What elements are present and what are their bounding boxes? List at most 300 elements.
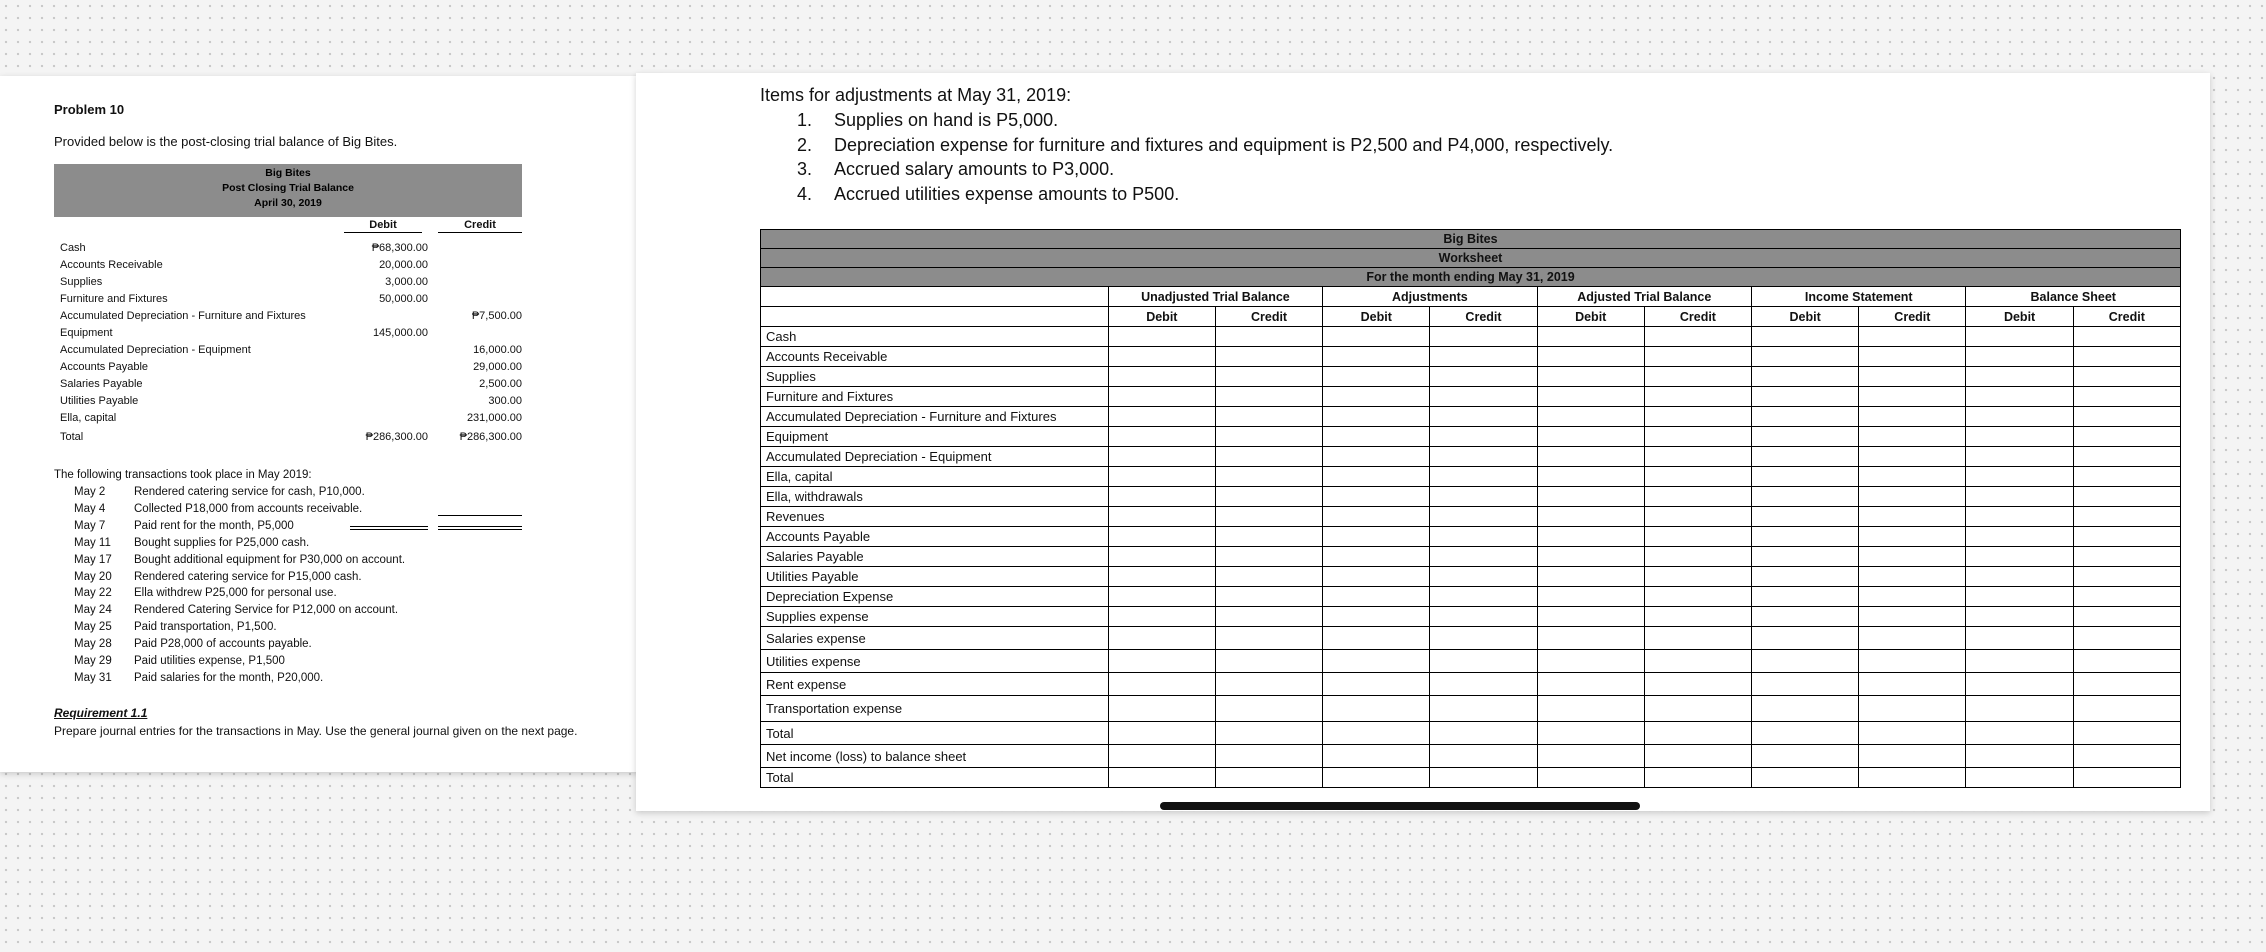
amount-cell[interactable] [1215, 587, 1322, 607]
amount-cell[interactable] [1859, 627, 1966, 650]
amount-cell[interactable] [1215, 722, 1322, 745]
worksheet-row [761, 627, 2181, 650]
amount-cell[interactable] [2073, 722, 2180, 745]
worksheet-table [760, 229, 2181, 788]
amount-cell[interactable] [1108, 367, 1215, 387]
debit-header: Debit [1752, 307, 1859, 327]
amount-cell[interactable] [1644, 367, 1751, 387]
amount-cell[interactable] [1859, 587, 1966, 607]
amount-cell[interactable] [1859, 447, 1966, 467]
transaction-date: May 28 [74, 638, 112, 651]
amount-cell[interactable] [1108, 745, 1215, 768]
amount-cell[interactable] [1430, 696, 1537, 722]
amount-cell[interactable] [1108, 547, 1215, 567]
amount-cell[interactable] [1859, 427, 1966, 447]
amount-cell[interactable] [1215, 627, 1322, 650]
amount-cell[interactable] [1323, 467, 1430, 487]
amount-cell[interactable] [1537, 587, 1644, 607]
amount-cell[interactable] [1859, 745, 1966, 768]
amount-cell[interactable] [1430, 527, 1537, 547]
amount-cell[interactable] [1215, 487, 1322, 507]
amount-cell[interactable] [1323, 507, 1430, 527]
amount-cell[interactable] [1323, 367, 1430, 387]
amount-cell[interactable] [1644, 745, 1751, 768]
amount-cell[interactable] [1752, 696, 1859, 722]
amount-cell[interactable] [1752, 768, 1859, 788]
transaction-date: May 31 [74, 671, 112, 684]
transaction-item [74, 520, 294, 532]
amount-cell[interactable] [2073, 547, 2180, 567]
amount-cell[interactable] [1644, 607, 1751, 627]
amount-cell[interactable] [1430, 347, 1537, 367]
tb-account: Accumulated Depreciation - Furniture and Fixtures [60, 310, 306, 322]
amount-cell[interactable] [1430, 387, 1537, 407]
worksheet-row [761, 407, 2181, 427]
amount-cell[interactable] [1215, 567, 1322, 587]
amount-cell[interactable] [1430, 327, 1537, 347]
amount-cell[interactable] [1430, 547, 1537, 567]
amount-cell[interactable] [1859, 367, 1966, 387]
amount-cell[interactable] [1644, 347, 1751, 367]
amount-cell[interactable] [1323, 745, 1430, 768]
transaction-text: Ella withdrew P25,000 for personal use. [134, 587, 337, 600]
amount-cell[interactable] [2073, 567, 2180, 587]
amount-cell[interactable] [1215, 507, 1322, 527]
tb-date: April 30, 2019 [254, 197, 322, 209]
amount-cell[interactable] [1966, 567, 2073, 587]
amount-cell[interactable] [2073, 607, 2180, 627]
amount-cell[interactable] [1215, 347, 1322, 367]
transaction-item [74, 503, 362, 515]
amount-cell[interactable] [1323, 627, 1430, 650]
amount-cell[interactable] [1859, 547, 1966, 567]
amount-cell[interactable] [1215, 745, 1322, 768]
amount-cell[interactable] [1966, 387, 2073, 407]
amount-cell[interactable] [2073, 650, 2180, 673]
transaction-text: Paid salaries for the month, P20,000. [134, 671, 324, 684]
transaction-text: Rendered catering service for P15,000 cash. [134, 570, 362, 583]
amount-cell[interactable] [1430, 607, 1537, 627]
amount-cell[interactable] [1430, 673, 1537, 696]
amount-cell[interactable] [1323, 487, 1430, 507]
account-name-cell: Accounts Payable [761, 527, 1109, 547]
amount-cell[interactable] [1644, 722, 1751, 745]
amount-cell[interactable] [1215, 768, 1322, 788]
tb-debit: 145,000.00 [372, 327, 428, 339]
amount-cell[interactable] [1752, 673, 1859, 696]
amount-cell[interactable] [1752, 650, 1859, 673]
left-document-page [0, 76, 668, 772]
amount-cell[interactable] [1859, 673, 1966, 696]
amount-cell[interactable] [1108, 487, 1215, 507]
amount-cell[interactable] [1323, 527, 1430, 547]
amount-cell[interactable] [1430, 768, 1537, 788]
amount-cell[interactable] [1752, 327, 1859, 347]
amount-cell[interactable] [1215, 387, 1322, 407]
amount-cell[interactable] [2073, 673, 2180, 696]
tb-row [60, 276, 522, 293]
transaction-item [74, 486, 365, 498]
amount-cell[interactable] [1752, 367, 1859, 387]
amount-cell[interactable] [1323, 768, 1430, 788]
credit-header: Credit [1859, 307, 1966, 327]
amount-cell[interactable] [1859, 487, 1966, 507]
credit-underline [438, 515, 522, 516]
amount-cell[interactable] [1966, 722, 2073, 745]
amount-cell[interactable] [1644, 768, 1751, 788]
worksheet-row [761, 327, 2181, 347]
amount-cell[interactable] [1752, 507, 1859, 527]
transaction-item [74, 621, 277, 633]
amount-cell[interactable] [1966, 327, 2073, 347]
amount-cell[interactable] [1323, 547, 1430, 567]
amount-cell[interactable] [1644, 447, 1751, 467]
amount-cell[interactable] [1215, 427, 1322, 447]
amount-cell[interactable] [1108, 407, 1215, 427]
account-name-cell: Ella, capital [761, 467, 1109, 487]
amount-cell[interactable] [2073, 467, 2180, 487]
amount-cell[interactable] [1966, 547, 2073, 567]
amount-cell[interactable] [1966, 607, 2073, 627]
amount-cell[interactable] [2073, 587, 2180, 607]
amount-cell[interactable] [1752, 347, 1859, 367]
transaction-item [74, 638, 312, 650]
worksheet-row [761, 507, 2181, 527]
tb-account: Furniture and Fixtures [60, 293, 168, 305]
amount-cell[interactable] [1215, 407, 1322, 427]
amount-cell[interactable] [1430, 627, 1537, 650]
amount-cell[interactable] [1430, 587, 1537, 607]
horizontal-scrollbar[interactable] [1160, 802, 1640, 810]
requirement-text: Prepare journal entries for the transactions in May. Use the general journal given on the next page. [54, 724, 578, 738]
amount-cell[interactable] [1644, 650, 1751, 673]
amount-cell[interactable] [1537, 527, 1644, 547]
amount-cell[interactable] [1537, 768, 1644, 788]
amount-cell[interactable] [1752, 467, 1859, 487]
amount-cell[interactable] [1430, 447, 1537, 467]
amount-cell[interactable] [1215, 696, 1322, 722]
account-name-cell: Furniture and Fixtures [761, 387, 1109, 407]
amount-cell[interactable] [1215, 547, 1322, 567]
amount-cell[interactable] [1966, 407, 2073, 427]
amount-cell[interactable] [1215, 447, 1322, 467]
account-name-cell: Equipment [761, 427, 1109, 447]
amount-cell[interactable] [1752, 547, 1859, 567]
worksheet-row [761, 527, 2181, 547]
tb-title: Post Closing Trial Balance [222, 182, 354, 194]
amount-cell[interactable] [1108, 768, 1215, 788]
amount-cell[interactable] [1752, 607, 1859, 627]
amount-cell[interactable] [1537, 407, 1644, 427]
tb-account: Equipment [60, 327, 113, 339]
amount-cell[interactable] [1644, 696, 1751, 722]
amount-cell[interactable] [1752, 745, 1859, 768]
amount-cell[interactable] [1966, 367, 2073, 387]
tb-account: Supplies [60, 276, 103, 288]
amount-cell[interactable] [2073, 527, 2180, 547]
tb-credit: 231,000.00 [466, 412, 522, 424]
amount-cell[interactable] [1215, 650, 1322, 673]
adjustment-text: Depreciation expense for furniture and fixtures and equipment is P2,500 and P4,000, respectively. [834, 134, 1614, 155]
amount-cell[interactable] [1323, 650, 1430, 673]
amount-cell[interactable] [1537, 347, 1644, 367]
amount-cell[interactable] [1859, 567, 1966, 587]
amount-cell[interactable] [1323, 387, 1430, 407]
amount-cell[interactable] [1108, 627, 1215, 650]
worksheet-row [761, 487, 2181, 507]
amount-cell[interactable] [1752, 722, 1859, 745]
amount-cell[interactable] [1537, 487, 1644, 507]
amount-cell[interactable] [1537, 327, 1644, 347]
transaction-text: Paid utilities expense, P1,500 [134, 655, 285, 667]
amount-cell[interactable] [1215, 527, 1322, 547]
amount-cell[interactable] [1644, 547, 1751, 567]
amount-cell[interactable] [1752, 627, 1859, 650]
amount-cell[interactable] [1752, 447, 1859, 467]
amount-cell[interactable] [1537, 722, 1644, 745]
amount-cell[interactable] [2073, 387, 2180, 407]
tb-debit: ₱286,300.00 [365, 431, 428, 443]
trial-balance-header [54, 164, 522, 217]
worksheet-row [761, 367, 2181, 387]
account-name-cell: Total [761, 768, 1109, 788]
amount-cell[interactable] [1323, 673, 1430, 696]
amount-cell[interactable] [1108, 447, 1215, 467]
amount-cell[interactable] [1537, 427, 1644, 447]
amount-cell[interactable] [1323, 587, 1430, 607]
amount-cell[interactable] [1752, 527, 1859, 547]
amount-cell[interactable] [1859, 722, 1966, 745]
amount-cell[interactable] [1430, 745, 1537, 768]
amount-cell[interactable] [2073, 487, 2180, 507]
tb-company: Big Bites [265, 167, 311, 179]
amount-cell[interactable] [1215, 467, 1322, 487]
amount-cell[interactable] [1108, 507, 1215, 527]
amount-cell[interactable] [1966, 745, 2073, 768]
account-name-cell: Total [761, 722, 1109, 745]
amount-cell[interactable] [1430, 427, 1537, 447]
amount-cell[interactable] [1108, 567, 1215, 587]
amount-cell[interactable] [1644, 587, 1751, 607]
amount-cell[interactable] [2073, 447, 2180, 467]
amount-cell[interactable] [1108, 327, 1215, 347]
amount-cell[interactable] [1323, 347, 1430, 367]
amount-cell[interactable] [1644, 407, 1751, 427]
debit-header: Debit [1537, 307, 1644, 327]
amount-cell[interactable] [1966, 487, 2073, 507]
transaction-date: May 24 [74, 604, 112, 617]
amount-cell[interactable] [1966, 507, 2073, 527]
worksheet-header-cell: Big Bites [761, 230, 2181, 249]
amount-cell[interactable] [1323, 447, 1430, 467]
transaction-item [74, 655, 285, 667]
amount-cell[interactable] [1859, 527, 1966, 547]
amount-cell[interactable] [2073, 327, 2180, 347]
amount-cell[interactable] [2073, 696, 2180, 722]
amount-cell[interactable] [1966, 427, 2073, 447]
worksheet-subheader-row [761, 307, 2181, 327]
amount-cell[interactable] [1644, 427, 1751, 447]
amount-cell[interactable] [1430, 507, 1537, 527]
amount-cell[interactable] [2073, 347, 2180, 367]
amount-cell[interactable] [1108, 650, 1215, 673]
tb-account: Accumulated Depreciation - Equipment [60, 344, 251, 356]
amount-cell[interactable] [1752, 427, 1859, 447]
amount-cell[interactable] [1966, 447, 2073, 467]
amount-cell[interactable] [1859, 507, 1966, 527]
amount-cell[interactable] [1108, 427, 1215, 447]
amount-cell[interactable] [1644, 467, 1751, 487]
amount-cell[interactable] [1430, 467, 1537, 487]
amount-cell[interactable] [1752, 567, 1859, 587]
amount-cell[interactable] [1966, 527, 2073, 547]
amount-cell[interactable] [1537, 367, 1644, 387]
amount-cell[interactable] [1537, 607, 1644, 627]
amount-cell[interactable] [1108, 387, 1215, 407]
amount-cell[interactable] [1859, 387, 1966, 407]
amount-cell[interactable] [2073, 745, 2180, 768]
tb-credit: 2,500.00 [479, 378, 522, 390]
credit-header: Credit [1215, 307, 1322, 327]
amount-cell[interactable] [1644, 673, 1751, 696]
amount-cell[interactable] [2073, 367, 2180, 387]
amount-cell[interactable] [1966, 627, 2073, 650]
amount-cell[interactable] [2073, 407, 2180, 427]
amount-cell[interactable] [1859, 696, 1966, 722]
amount-cell[interactable] [1215, 367, 1322, 387]
worksheet-header-cell: For the month ending May 31, 2019 [761, 268, 2181, 287]
tb-credit: 29,000.00 [473, 361, 522, 373]
amount-cell[interactable] [1430, 407, 1537, 427]
amount-cell[interactable] [1644, 627, 1751, 650]
worksheet-row [761, 567, 2181, 587]
tb-debit: 20,000.00 [379, 259, 428, 271]
amount-cell[interactable] [1108, 673, 1215, 696]
amount-cell[interactable] [1752, 587, 1859, 607]
amount-cell[interactable] [1323, 722, 1430, 745]
amount-cell[interactable] [1966, 650, 2073, 673]
amount-cell[interactable] [1859, 768, 1966, 788]
amount-cell[interactable] [1859, 650, 1966, 673]
tb-row [60, 361, 522, 378]
amount-cell[interactable] [1108, 467, 1215, 487]
tb-account: Cash [60, 242, 86, 254]
transactions-intro: The following transactions took place in May 2019: [54, 469, 312, 481]
amount-cell[interactable] [1752, 487, 1859, 507]
amount-cell[interactable] [1215, 607, 1322, 627]
amount-cell[interactable] [1644, 387, 1751, 407]
amount-cell[interactable] [1323, 327, 1430, 347]
amount-cell[interactable] [1323, 696, 1430, 722]
amount-cell[interactable] [1323, 567, 1430, 587]
amount-cell[interactable] [1323, 427, 1430, 447]
amount-cell[interactable] [1752, 387, 1859, 407]
amount-cell[interactable] [2073, 627, 2180, 650]
transaction-date: May 25 [74, 621, 112, 634]
amount-cell[interactable] [1108, 527, 1215, 547]
debit-header: Debit [1966, 307, 2073, 327]
requirement-title: Requirement 1.1 [54, 706, 148, 720]
tb-row [60, 259, 522, 276]
amount-cell[interactable] [1859, 467, 1966, 487]
adjustment-number: 3. [797, 159, 813, 179]
amount-cell[interactable] [1644, 507, 1751, 527]
adjustment-number: 4. [797, 183, 813, 204]
amount-cell[interactable] [1966, 587, 2073, 607]
adjustment-number: 1. [797, 110, 813, 130]
amount-cell[interactable] [1537, 650, 1644, 673]
amount-cell[interactable] [1323, 607, 1430, 627]
amount-cell[interactable] [1537, 696, 1644, 722]
transaction-text: Bought additional equipment for P30,000 on account. [134, 553, 406, 566]
amount-cell[interactable] [1430, 487, 1537, 507]
amount-cell[interactable] [1752, 407, 1859, 427]
amount-cell[interactable] [1859, 607, 1966, 627]
amount-cell[interactable] [1859, 347, 1966, 367]
worksheet-row [761, 696, 2181, 722]
amount-cell[interactable] [1537, 567, 1644, 587]
column-group-header: Adjusted Trial Balance [1537, 287, 1751, 307]
amount-cell[interactable] [1859, 327, 1966, 347]
amount-cell[interactable] [2073, 768, 2180, 788]
amount-cell[interactable] [1323, 407, 1430, 427]
amount-cell[interactable] [1430, 567, 1537, 587]
amount-cell[interactable] [1537, 447, 1644, 467]
account-name-cell: Accounts Receivable [761, 347, 1109, 367]
amount-cell[interactable] [1644, 327, 1751, 347]
amount-cell[interactable] [1966, 347, 2073, 367]
amount-cell[interactable] [1537, 745, 1644, 768]
amount-cell[interactable] [1108, 587, 1215, 607]
amount-cell[interactable] [1430, 650, 1537, 673]
amount-cell[interactable] [1108, 607, 1215, 627]
amount-cell[interactable] [1215, 327, 1322, 347]
amount-cell[interactable] [1108, 722, 1215, 745]
worksheet-header-row [761, 268, 2181, 287]
amount-cell[interactable] [1537, 387, 1644, 407]
amount-cell[interactable] [1430, 722, 1537, 745]
column-group-header: Unadjusted Trial Balance [1108, 287, 1322, 307]
amount-cell[interactable] [1966, 673, 2073, 696]
amount-cell[interactable] [1108, 696, 1215, 722]
tb-row [60, 242, 522, 259]
amount-cell[interactable] [1644, 487, 1751, 507]
amount-cell[interactable] [1859, 407, 1966, 427]
amount-cell[interactable] [1537, 547, 1644, 567]
amount-cell[interactable] [1537, 627, 1644, 650]
amount-cell[interactable] [2073, 507, 2180, 527]
column-group-header: Balance Sheet [1966, 287, 2181, 307]
amount-cell[interactable] [2073, 427, 2180, 447]
amount-cell[interactable] [1537, 467, 1644, 487]
amount-cell[interactable] [1966, 768, 2073, 788]
amount-cell[interactable] [1537, 673, 1644, 696]
amount-cell[interactable] [1644, 527, 1751, 547]
amount-cell[interactable] [1430, 367, 1537, 387]
tb-row [60, 378, 522, 395]
account-name-cell: Accumulated Depreciation - Furniture and Fixtures [761, 407, 1109, 427]
amount-cell[interactable] [1966, 467, 2073, 487]
amount-cell[interactable] [1108, 347, 1215, 367]
tb-account: Salaries Payable [60, 378, 143, 390]
intro-text: Provided below is the post-closing trial balance of Big Bites. [54, 134, 398, 149]
tb-debit-header: Debit [344, 219, 422, 233]
amount-cell[interactable] [1966, 696, 2073, 722]
amount-cell[interactable] [1537, 507, 1644, 527]
transaction-date: May 22 [74, 587, 112, 600]
amount-cell[interactable] [1644, 567, 1751, 587]
amount-cell[interactable] [1215, 673, 1322, 696]
